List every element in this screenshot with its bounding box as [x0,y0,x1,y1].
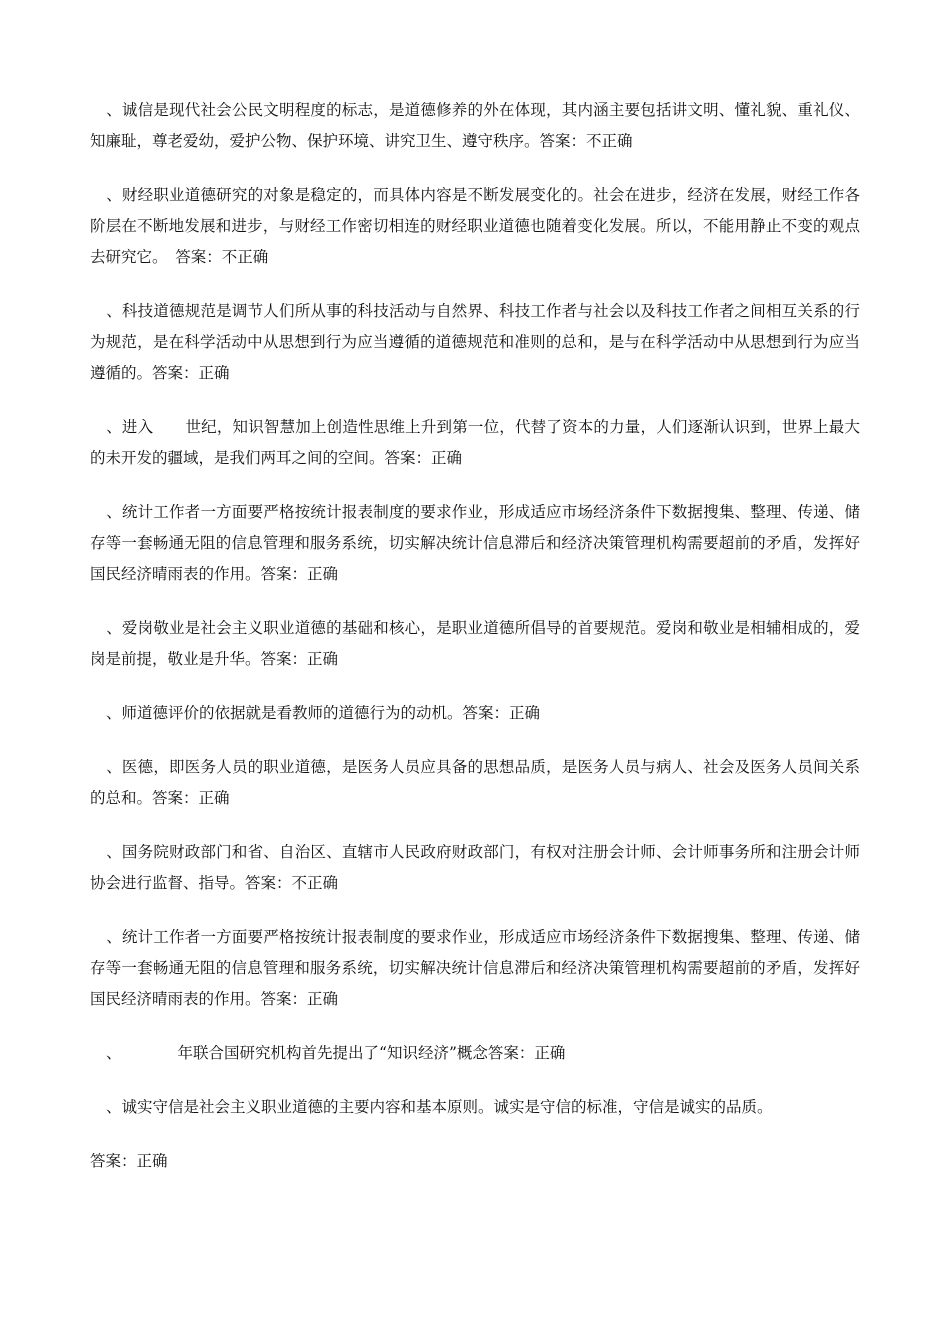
question-item-11 [90,1038,860,1069]
item-text: 科技道德规范是调节人们所从事的科技活动与自然界、科技工作者与社会以及科技工作者之间相互关系的行为规范，是在科学活动中从思想到行为应当遵循的道德规范和准则的总和，是与在科学活动中从思想到行为应当遵循的。答案：正确 [90,302,860,382]
question-item-5 [90,497,860,590]
item-marker: 、 [106,704,122,722]
item-marker: 、 [106,503,122,521]
item-marker: 、 [106,619,122,637]
item-marker: 、 [106,843,122,861]
item-text: 国务院财政部门和省、自治区、直辖市人民政府财政部门，有权对注册会计师、会计师事务所和注册会计师协会进行监督、指导。答案：不正确 [90,843,860,892]
question-item-1 [90,95,860,157]
item-text: 财经职业道德研究的对象是稳定的，而具体内容是不断发展变化的。社会在进步，经济在发展，财经工作各阶层在不断地发展和进步，与财经工作密切相连的财经职业道德也随着变化发展。所以，不能用静止不变的观点去研究它。 答案：不正确 [90,186,860,266]
question-item-3 [90,296,860,389]
question-item-8 [90,752,860,814]
item-text-rest: 世纪，知识智慧加上创造性思维上升到第一位，代替了资本的力量，人们逐渐认识到，世界上最大的未开发的疆域，是我们两耳之间的空间。答案：正确 [90,418,860,467]
question-list [90,95,860,1177]
question-item-7 [90,698,860,729]
question-item-9 [90,837,860,899]
question-item-6 [90,613,860,675]
question-item-12 [90,1092,860,1123]
item-text-start: 进入 [121,418,154,436]
question-item-4 [90,412,860,474]
item-text: 统计工作者一方面要严格按统计报表制度的要求作业，形成适应市场经济条件下数据搜集、整理、传递、储存等一套畅通无阻的信息管理和服务系统，切实解决统计信息滞后和经济决策管理机构需要超前的矛盾，发挥好国民经济晴雨表的作用。答案：正确 [90,928,860,1008]
item-text: 医德，即医务人员的职业道德，是医务人员应具备的思想品质，是医务人员与病人、社会及医务人员间关系的总和。答案：正确 [90,758,860,807]
item-text: 诚实守信是社会主义职业道德的主要内容和基本原则。诚实是守信的标准，守信是诚实的品质。 [121,1098,773,1116]
item-marker: 、 [106,418,122,436]
item-marker: 、 [106,928,122,946]
item-marker: 、 [106,758,122,776]
trailing-answer: 答案：正确 [90,1152,168,1170]
item-marker: 、 [106,186,122,204]
item-marker: 、 [106,101,122,119]
question-item-10 [90,922,860,1015]
item-marker: 、 [106,1044,122,1062]
question-item-2 [90,180,860,273]
item-text: 师道德评价的依据就是看教师的道德行为的动机。答案：正确 [121,704,541,722]
item-text: 统计工作者一方面要严格按统计报表制度的要求作业，形成适应市场经济条件下数据搜集、整理、传递、储存等一套畅通无阻的信息管理和服务系统，切实解决统计信息滞后和经济决策管理机构需要超前的矛盾，发挥好国民经济晴雨表的作用。答案：正确 [90,503,860,583]
item-text: 爱岗敬业是社会主义职业道德的基础和核心，是职业道德所倡导的首要规范。爱岗和敬业是相辅相成的，爱岗是前提，敬业是升华。答案：正确 [90,619,860,668]
item-text: 诚信是现代社会公民文明程度的标志，是道德修养的外在体现，其内涵主要包括讲文明、懂礼貌、重礼仪、知廉耻，尊老爱幼，爱护公物、保护环境、讲究卫生、遵守秩序。答案：不正确 [90,101,860,150]
item-marker: 、 [106,1098,122,1116]
item-text: 年联合国研究机构首先提出了“知识经济”概念答案：正确 [177,1044,566,1062]
item-marker: 、 [106,302,122,320]
